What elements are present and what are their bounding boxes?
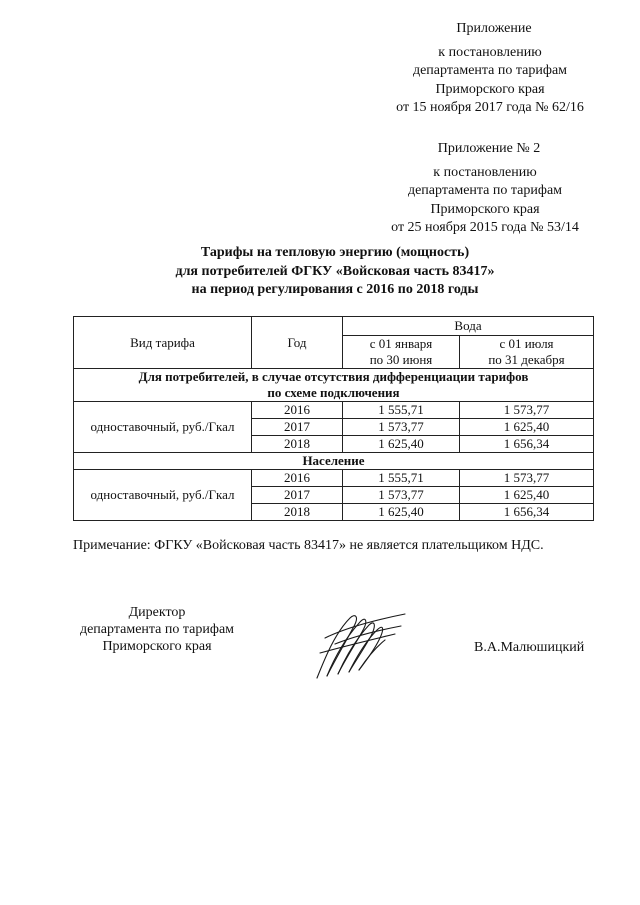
value-cell: 1 625,40 bbox=[343, 504, 460, 521]
appendix-block-1 bbox=[380, 20, 600, 118]
header-year: Год bbox=[252, 317, 343, 369]
title-line: Тарифы на тепловую энергию (мощность) bbox=[200, 245, 470, 260]
section-title: Для потребителей, в случае отсутствия дифференциации тарифов по схеме подключения bbox=[74, 369, 594, 402]
appendix-line: Приморского края bbox=[430, 201, 540, 217]
value-cell: 1 625,40 bbox=[460, 487, 594, 504]
signatory-name: В.А.Малюшицкий bbox=[474, 640, 585, 655]
value-cell: 1 573,77 bbox=[460, 470, 594, 487]
tariffs-table bbox=[73, 316, 594, 521]
appendix-line: к постановлению bbox=[433, 164, 537, 180]
handwritten-signature bbox=[305, 598, 415, 688]
year-cell: 2016 bbox=[252, 402, 343, 419]
value-cell: 1 573,77 bbox=[460, 402, 594, 419]
section-title: Население bbox=[74, 453, 594, 470]
header-period-1: с 01 января по 30 июня bbox=[343, 336, 460, 369]
value-cell: 1 555,71 bbox=[343, 402, 460, 419]
year-cell: 2017 bbox=[252, 487, 343, 504]
appendix-line: департамента по тарифам bbox=[412, 63, 568, 78]
header-tariff-type: Вид тарифа bbox=[74, 317, 252, 369]
value-cell: 1 573,77 bbox=[343, 487, 460, 504]
year-cell: 2016 bbox=[252, 470, 343, 487]
appendix-line: от 15 ноября 2017 года № 62/16 bbox=[396, 100, 584, 115]
appendix-title: Приложение bbox=[456, 21, 532, 36]
year-cell: 2018 bbox=[252, 436, 343, 453]
value-cell: 1 656,34 bbox=[460, 504, 594, 521]
year-cell: 2017 bbox=[252, 419, 343, 436]
appendix-line: департамента по тарифам bbox=[407, 183, 563, 198]
tariff-type-cell: одноставочный, руб./Гкал bbox=[74, 402, 252, 453]
value-cell: 1 625,40 bbox=[343, 436, 460, 453]
value-cell: 1 656,34 bbox=[460, 436, 594, 453]
document-title bbox=[80, 244, 590, 300]
appendix-line: к постановлению bbox=[438, 44, 542, 60]
year-cell: 2018 bbox=[252, 504, 343, 521]
value-cell: 1 555,71 bbox=[343, 470, 460, 487]
title-line: для потребителей ФГКУ «Войсковая часть 83417» bbox=[175, 263, 495, 279]
table-row bbox=[74, 470, 594, 487]
value-cell: 1 573,77 bbox=[343, 419, 460, 436]
title-line: на период регулирования с 2016 по 2018 годы bbox=[191, 282, 479, 297]
value-cell: 1 625,40 bbox=[460, 419, 594, 436]
tariff-type-cell: одноставочный, руб./Гкал bbox=[74, 470, 252, 521]
signatory-position: Директор департамента по тарифам Приморского края bbox=[79, 605, 235, 654]
header-water: Вода bbox=[343, 317, 594, 336]
appendix-title: Приложение № 2 bbox=[437, 141, 541, 156]
note-text: Примечание: ФГКУ «Войсковая часть 83417» не является плательщиком НДС. bbox=[73, 538, 544, 553]
appendix-block-2 bbox=[375, 140, 595, 238]
table-row bbox=[74, 402, 594, 419]
header-period-2: с 01 июля по 31 декабря bbox=[460, 336, 594, 369]
appendix-line: от 25 ноября 2015 года № 53/14 bbox=[391, 220, 579, 235]
appendix-line: Приморского края bbox=[435, 81, 545, 97]
